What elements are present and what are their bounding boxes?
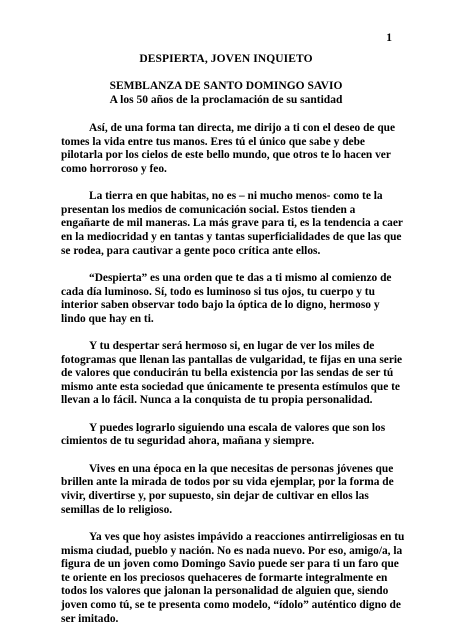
paragraph-line: Así, de una forma tan directa, me dirijo a ti con el deseo de que [89, 122, 396, 134]
paragraph-line: brillen ante la mirada de todos por su vida ejemplar, por la forma de [61, 476, 394, 489]
paragraph-line: mismo ante esta sociedad que únicamente te presenta estímulos que te [61, 380, 400, 393]
paragraph-line: Y tu despertar será hermoso si, en lugar de ver los miles de [89, 340, 375, 353]
page-number: 1 [386, 32, 392, 44]
paragraph-line: lindo que hay en ti. [61, 312, 154, 325]
subtitle-line-1: SEMBLANZA DE SANTO DOMINGO SAVIO [109, 80, 343, 92]
paragraph-line: Vives en una época en la que necesitas de personas jóvenes que [89, 462, 394, 475]
paragraph-line: Y puedes lograrlo siguiendo una escala de valores que son los [89, 421, 386, 434]
paragraph [61, 422, 401, 449]
document-subtitle [0, 80, 452, 107]
paragraph-line: cada día luminoso. Sí, todo es luminoso si tus ojos, tu cuerpo y tu [61, 285, 375, 298]
paragraph-line: interior saben observar todo bajo la óptica de lo digno, hermoso y [61, 299, 380, 312]
document-body [61, 122, 405, 640]
paragraph-line: La tierra en que habitas, no es – ni mucho menos- como te la [89, 190, 383, 203]
paragraph [61, 272, 401, 326]
paragraph [61, 531, 405, 626]
paragraph-line: Ya ves que hoy asistes impávido a reacciones antirreligiosas en tu [89, 531, 405, 544]
paragraph [61, 190, 401, 258]
paragraph-line: todos los valores que jalonan la personalidad de alguien que, siendo [61, 585, 389, 598]
paragraph-line: pilotarla por los cielos de este bello mundo, que otros te lo hacen ver [61, 149, 391, 162]
paragraph [61, 463, 401, 517]
paragraph-line: cimientos de tu seguridad ahora, mañana y siempre. [61, 435, 315, 448]
paragraph-line: tomes la vida entre tus manos. Eres tú el único que sabe y debe [61, 135, 365, 148]
paragraph-line: engañarte de mil maneras. La más grave para ti, es la tendencia a caer [61, 217, 403, 230]
paragraph-line: en la mediocridad y en tantas y tantas superficialidades de que las que [61, 230, 402, 243]
paragraph-line: figura de un joven como Domingo Savio puede ser para ti un faro que [61, 558, 399, 571]
paragraph-line: como horroroso y feo. [61, 162, 167, 175]
paragraph-line: llevan a lo fácil. Nunca a la conquista de tu propia personalidad. [61, 394, 373, 407]
paragraph-line: misma ciudad, pueblo y nación. No es nada nuevo. Por eso, amigo/a, la [61, 544, 403, 557]
paragraph-line: presentan los medios de comunicación social. Estos tienden a [61, 203, 356, 216]
paragraph-line: “Despierta” es una orden que te das a ti mismo al comienzo de [89, 271, 392, 284]
paragraph-line: fotogramas que llenan las pantallas de vulgaridad, te fijas en una serie [61, 353, 403, 366]
paragraph-line: de valores que conducirán tu bella existencia por las sendas de ser tú [61, 367, 394, 380]
paragraph-line: se rodea, para cautivar a gente poco crítica ante ellos. [61, 244, 321, 257]
paragraph-line: semillas de lo religioso. [61, 503, 173, 516]
paragraph [61, 340, 401, 408]
paragraph-line: te oriente en los preciosos quehaceres de formarte integralmente en [61, 571, 388, 584]
paragraph-line: ser imitado. [61, 612, 119, 625]
subtitle-line-2: A los 50 años de la proclamación de su santidad [109, 93, 343, 106]
document-title: DESPIERTA, JOVEN INQUIETO [139, 53, 313, 65]
paragraph-line: vivir, divertirse y, por supuesto, sin dejar de cultivar en ellos las [61, 490, 369, 503]
paragraph [61, 122, 401, 176]
paragraph-line: joven como tú, se te presenta como modelo, “ídolo” auténtico digno de [61, 599, 401, 611]
